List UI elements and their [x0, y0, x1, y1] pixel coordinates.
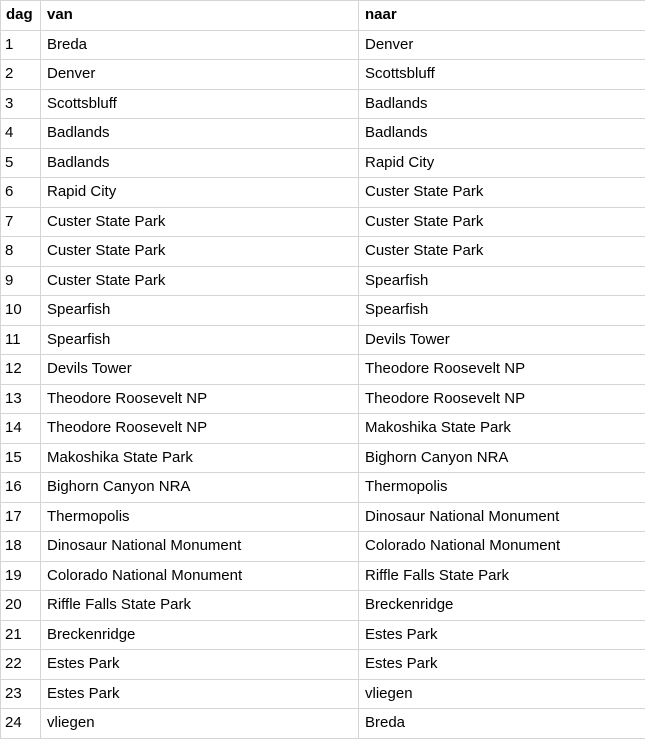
- table-row: [1, 502, 645, 532]
- cell-van: Riffle Falls State Park: [41, 591, 359, 621]
- cell-naar: Badlands: [359, 119, 645, 149]
- cell-dag: 7: [1, 207, 41, 237]
- cell-van: Spearfish: [41, 296, 359, 326]
- table-row: [1, 296, 645, 326]
- cell-dag: 2: [1, 60, 41, 90]
- cell-dag: 11: [1, 325, 41, 355]
- cell-naar: Thermopolis: [359, 473, 645, 503]
- table-row: [1, 119, 645, 149]
- cell-naar: Denver: [359, 30, 645, 60]
- cell-naar: Rapid City: [359, 148, 645, 178]
- cell-van: Spearfish: [41, 325, 359, 355]
- table-row: [1, 148, 645, 178]
- table-row: [1, 266, 645, 296]
- cell-dag: 13: [1, 384, 41, 414]
- cell-dag: 23: [1, 679, 41, 709]
- cell-van: Badlands: [41, 119, 359, 149]
- cell-naar: Theodore Roosevelt NP: [359, 384, 645, 414]
- cell-van: Theodore Roosevelt NP: [41, 414, 359, 444]
- cell-naar: vliegen: [359, 679, 645, 709]
- cell-naar: Badlands: [359, 89, 645, 119]
- table-row: [1, 473, 645, 503]
- cell-naar: Scottsbluff: [359, 60, 645, 90]
- cell-dag: 4: [1, 119, 41, 149]
- cell-dag: 3: [1, 89, 41, 119]
- cell-naar: Estes Park: [359, 650, 645, 680]
- cell-van: Bighorn Canyon NRA: [41, 473, 359, 503]
- table-row: [1, 237, 645, 267]
- table-row: [1, 30, 645, 60]
- cell-dag: 18: [1, 532, 41, 562]
- cell-dag: 8: [1, 237, 41, 267]
- cell-van: Badlands: [41, 148, 359, 178]
- table-header: [1, 1, 645, 31]
- table-row: [1, 650, 645, 680]
- cell-van: Custer State Park: [41, 237, 359, 267]
- cell-naar: Spearfish: [359, 296, 645, 326]
- table-row: [1, 561, 645, 591]
- cell-naar: Spearfish: [359, 266, 645, 296]
- cell-naar: Custer State Park: [359, 207, 645, 237]
- table-row: [1, 532, 645, 562]
- table-row: [1, 591, 645, 621]
- cell-dag: 14: [1, 414, 41, 444]
- cell-van: Rapid City: [41, 178, 359, 208]
- cell-van: Estes Park: [41, 679, 359, 709]
- table-row: [1, 355, 645, 385]
- table-row: [1, 89, 645, 119]
- cell-van: Colorado National Monument: [41, 561, 359, 591]
- cell-van: Custer State Park: [41, 266, 359, 296]
- cell-dag: 12: [1, 355, 41, 385]
- table-row: [1, 679, 645, 709]
- column-header-van: van: [41, 1, 359, 31]
- cell-van: Denver: [41, 60, 359, 90]
- cell-naar: Devils Tower: [359, 325, 645, 355]
- cell-dag: 21: [1, 620, 41, 650]
- cell-dag: 9: [1, 266, 41, 296]
- cell-van: Scottsbluff: [41, 89, 359, 119]
- table-row: [1, 207, 645, 237]
- table-row: [1, 60, 645, 90]
- cell-naar: Estes Park: [359, 620, 645, 650]
- cell-van: Custer State Park: [41, 207, 359, 237]
- cell-dag: 10: [1, 296, 41, 326]
- table-row: [1, 709, 645, 739]
- cell-dag: 6: [1, 178, 41, 208]
- cell-naar: Custer State Park: [359, 178, 645, 208]
- cell-dag: 22: [1, 650, 41, 680]
- table-row: [1, 384, 645, 414]
- table-row: [1, 443, 645, 473]
- column-header-dag: dag: [1, 1, 41, 31]
- cell-dag: 17: [1, 502, 41, 532]
- cell-van: Dinosaur National Monument: [41, 532, 359, 562]
- cell-van: Breda: [41, 30, 359, 60]
- cell-dag: 24: [1, 709, 41, 739]
- cell-dag: 19: [1, 561, 41, 591]
- cell-van: Makoshika State Park: [41, 443, 359, 473]
- cell-dag: 15: [1, 443, 41, 473]
- table-row: [1, 620, 645, 650]
- table-row: [1, 414, 645, 444]
- cell-van: Theodore Roosevelt NP: [41, 384, 359, 414]
- cell-dag: 20: [1, 591, 41, 621]
- cell-van: Estes Park: [41, 650, 359, 680]
- cell-naar: Bighorn Canyon NRA: [359, 443, 645, 473]
- table-row: [1, 325, 645, 355]
- cell-naar: Dinosaur National Monument: [359, 502, 645, 532]
- table-header-row: [1, 1, 645, 31]
- column-header-naar: naar: [359, 1, 645, 31]
- cell-naar: Makoshika State Park: [359, 414, 645, 444]
- cell-van: Breckenridge: [41, 620, 359, 650]
- cell-van: vliegen: [41, 709, 359, 739]
- cell-naar: Theodore Roosevelt NP: [359, 355, 645, 385]
- cell-dag: 5: [1, 148, 41, 178]
- cell-van: Devils Tower: [41, 355, 359, 385]
- cell-naar: Breckenridge: [359, 591, 645, 621]
- cell-van: Thermopolis: [41, 502, 359, 532]
- cell-dag: 1: [1, 30, 41, 60]
- cell-dag: 16: [1, 473, 41, 503]
- cell-naar: Breda: [359, 709, 645, 739]
- cell-naar: Custer State Park: [359, 237, 645, 267]
- cell-naar: Riffle Falls State Park: [359, 561, 645, 591]
- table-body: [1, 30, 645, 738]
- cell-naar: Colorado National Monument: [359, 532, 645, 562]
- table-row: [1, 178, 645, 208]
